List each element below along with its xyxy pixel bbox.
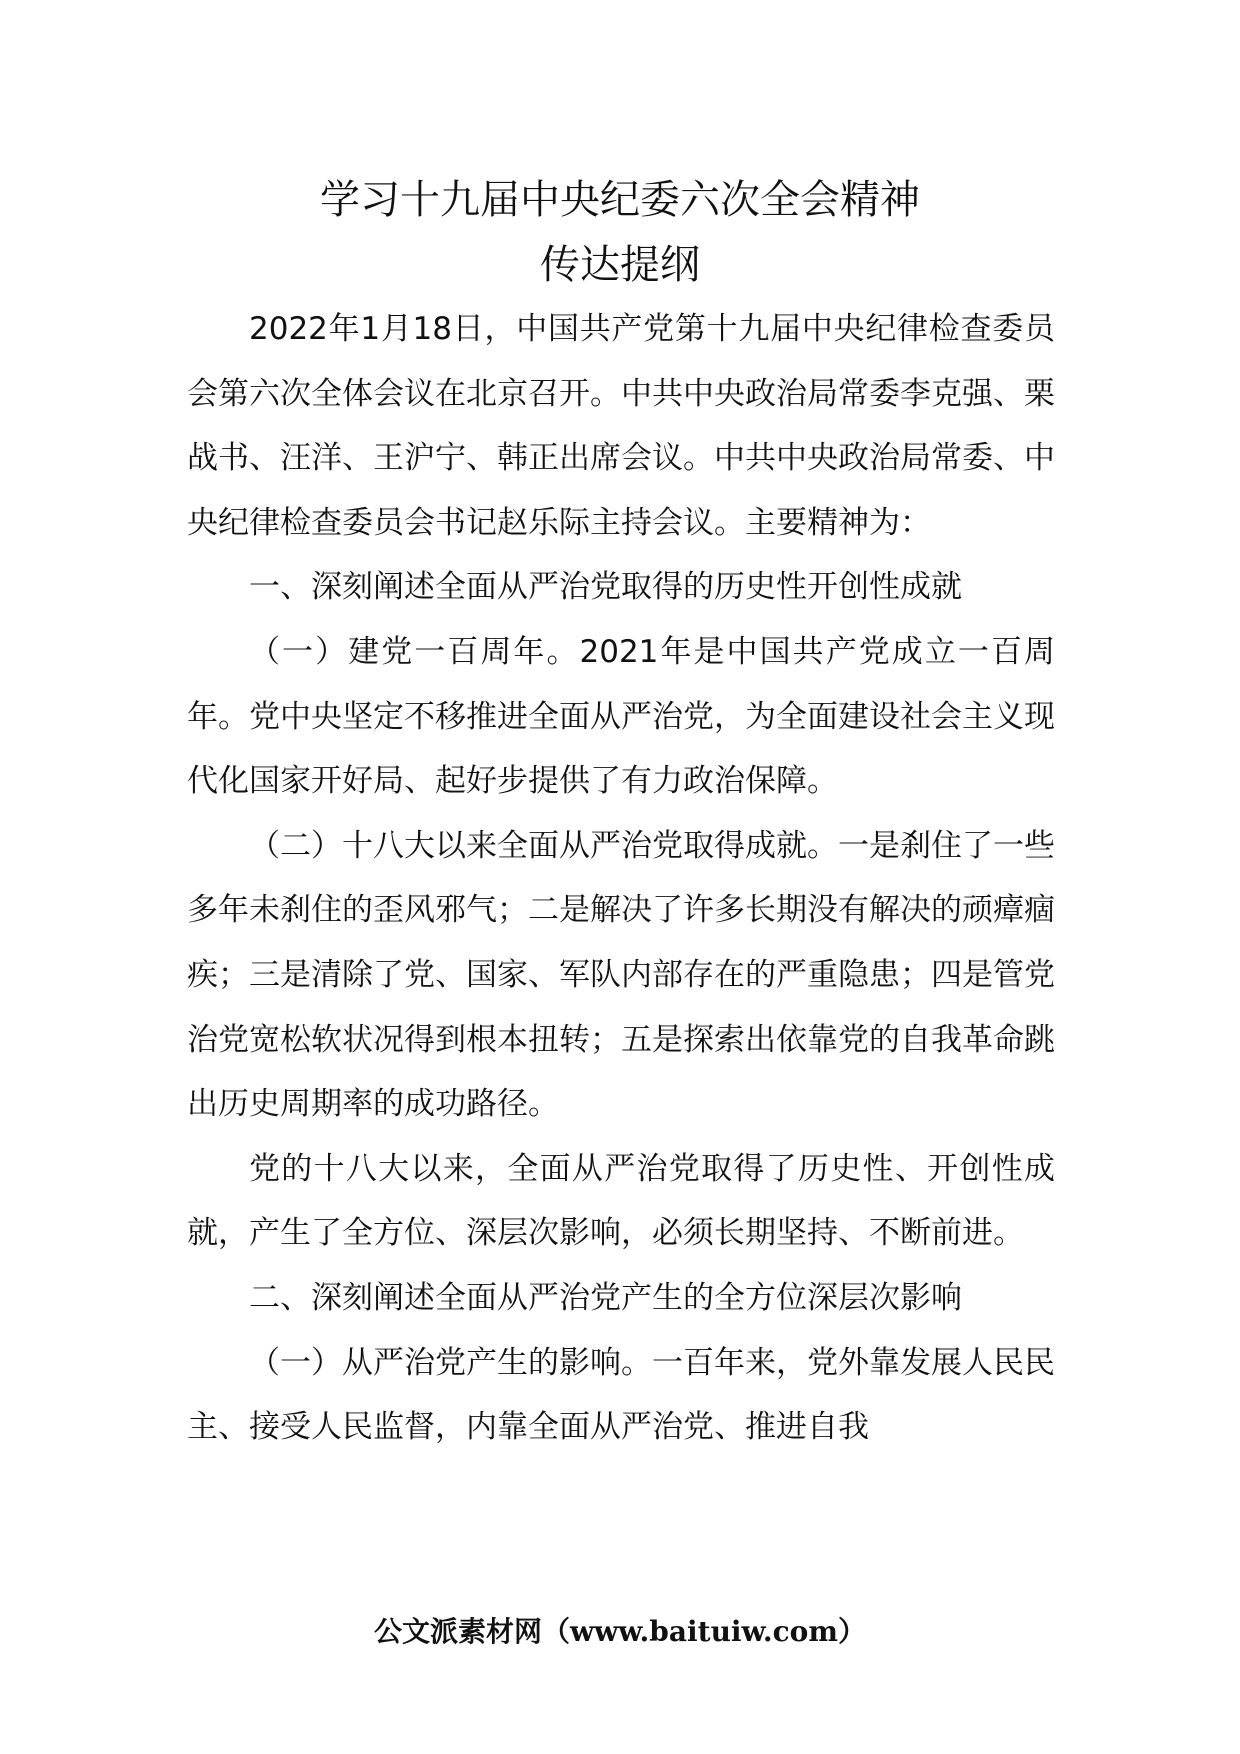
heading-section-2: 二、深刻阐述全面从严治党产生的全方位深层次影响 xyxy=(249,1279,962,1316)
paragraph-1-1: （一）建党一百周年。2021年是中国共产党成立一百周年。党中央坚定不移推进全面从严治党，为全面建设社会主义现代化国家开好局、起好步提供了有力政治保障。 xyxy=(187,633,1055,800)
document-body xyxy=(187,297,1055,1460)
document-title-line1: 学习十九届中央纪委六次全会精神 xyxy=(320,177,920,223)
paragraph-2-1: （一）从严治党产生的影响。一百年来，党外靠发展人民民主、接受人民监督，内靠全面从严治党、推进自我 xyxy=(187,1344,1055,1446)
paragraph-1-2: （二）十八大以来全面从严治党取得成就。一是刹住了一些多年未刹住的歪风邪气；二是解决了许多长期没有解决的顽瘴痼疾；三是清除了党、国家、军队内部存在的严重隐患；四是管党治党宽松软状况得到根本扭转；五是探索出依靠党的自我革命跳出历史周期率的成功路径。 xyxy=(187,827,1055,1123)
footer-watermark-text: 公文派素材网（www.baituiw.com） xyxy=(374,1615,866,1648)
document-title-line2: 传达提纲 xyxy=(540,242,700,288)
paragraph-intro: 2022年1月18日，中国共产党第十九届中央纪律检查委员会第六次全体会议在北京召开。中共中央政治局常委李克强、栗战书、汪洋、王沪宁、韩正出席会议。中共中央政治局常委、中央纪律检查委员会书记赵乐际主持会议。主要精神为： xyxy=(187,311,1055,541)
paragraph-1-summary: 党的十八大以来，全面从严治党取得了历史性、开创性成就，产生了全方位、深层次影响，必须长期坚持、不断前进。 xyxy=(187,1150,1055,1252)
heading-section-1: 一、深刻阐述全面从严治党取得的历史性开创性成就 xyxy=(249,569,962,606)
